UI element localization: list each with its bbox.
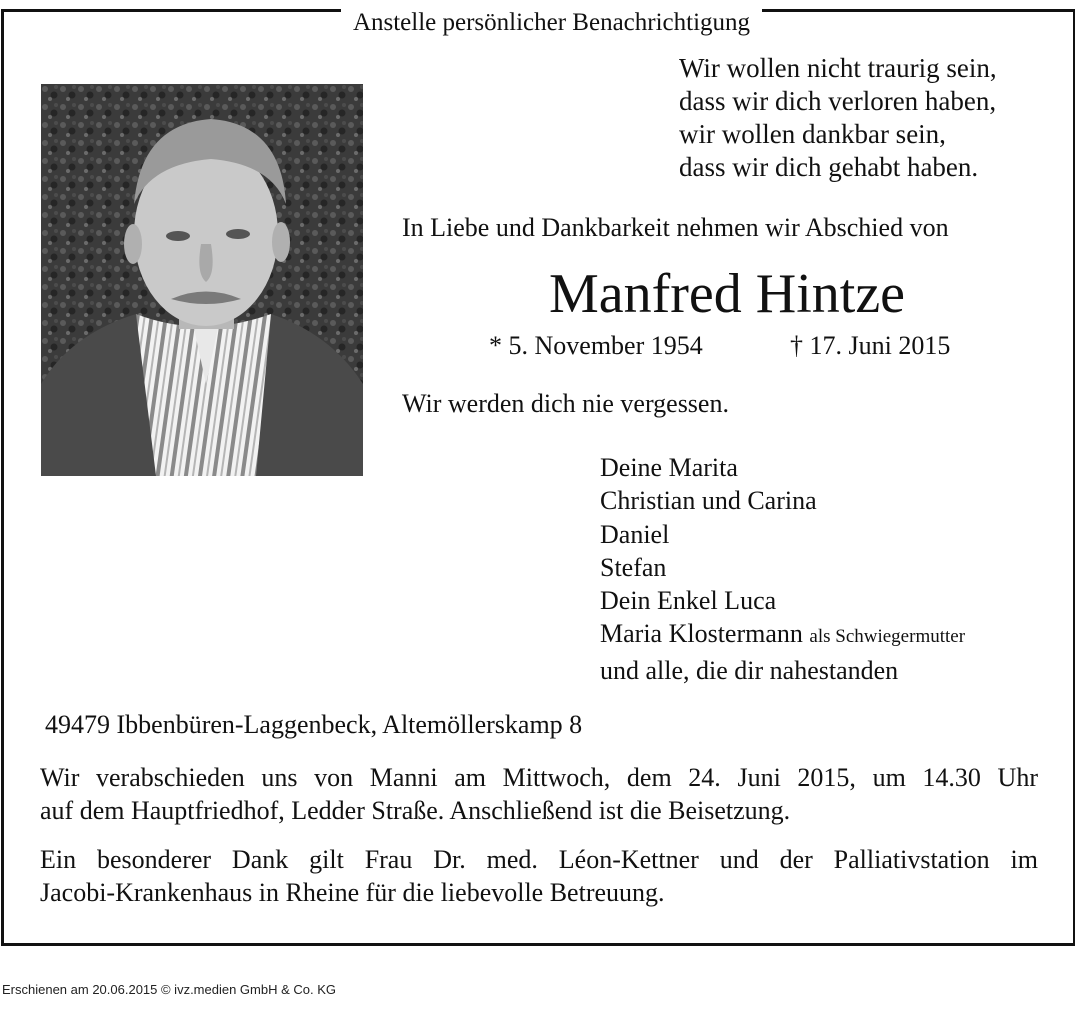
portrait-illustration xyxy=(41,84,363,476)
poem-line: dass wir dich gehabt haben. xyxy=(679,152,979,182)
header-title: Anstelle persönlicher Benachrichtigung xyxy=(341,9,762,36)
death-date: † 17. Juni 2015 xyxy=(790,331,951,360)
thanks-paragraph xyxy=(40,843,1038,909)
ceremony-line: Wir verabschieden uns von Manni am Mittwoch, dem 24. Juni 2015, um 14.30 Uhr xyxy=(40,763,1038,792)
poem-line: wir wollen dankbar sein, xyxy=(679,119,946,149)
family-member: Deine Marita xyxy=(600,453,738,482)
publication-footer: Erschienen am 20.06.2015 © ivz.medien GmbH & Co. KG xyxy=(2,982,337,997)
family-member: Christian und Carina xyxy=(600,486,817,516)
poem xyxy=(679,52,997,184)
deceased-name: Manfred Hintze xyxy=(548,263,906,325)
family-list xyxy=(600,451,965,687)
birth-date: * 5. November 1954 xyxy=(489,331,703,360)
ceremony-line: auf dem Hauptfriedhof, Ledder Straße. Anschließend ist die Beisetzung. xyxy=(40,796,791,825)
poem-line: Wir wollen nicht traurig sein, xyxy=(679,53,997,83)
family-member: Daniel xyxy=(600,519,670,549)
family-member-klostermann xyxy=(600,617,965,653)
family-member: Dein Enkel Luca xyxy=(600,586,777,616)
portrait-photo xyxy=(41,84,363,476)
family-address: 49479 Ibbenbüren-Laggenbeck, Altemöllerskamp 8 xyxy=(45,710,583,739)
farewell-intro: In Liebe und Dankbarkeit nehmen wir Abschied von xyxy=(402,213,949,242)
poem-line: dass wir dich verloren haben, xyxy=(679,86,997,116)
thanks-line: Ein besonderer Dank gilt Frau Dr. med. Léon-Kettner und der Palliativstation im xyxy=(40,845,1038,874)
farewell-motto: Wir werden dich nie vergessen. xyxy=(402,389,729,418)
family-member-name: Maria Klostermann xyxy=(600,619,803,649)
ceremony-paragraph xyxy=(40,761,1038,827)
notice-header xyxy=(14,9,1075,37)
family-member: und alle, die dir nahestanden xyxy=(600,655,899,685)
family-member: Stefan xyxy=(600,552,667,582)
relation-note: als Schwiegermutter xyxy=(809,626,966,648)
thanks-line: Jacobi-Krankenhaus in Rheine für die liebevolle Betreuung. xyxy=(40,878,665,907)
